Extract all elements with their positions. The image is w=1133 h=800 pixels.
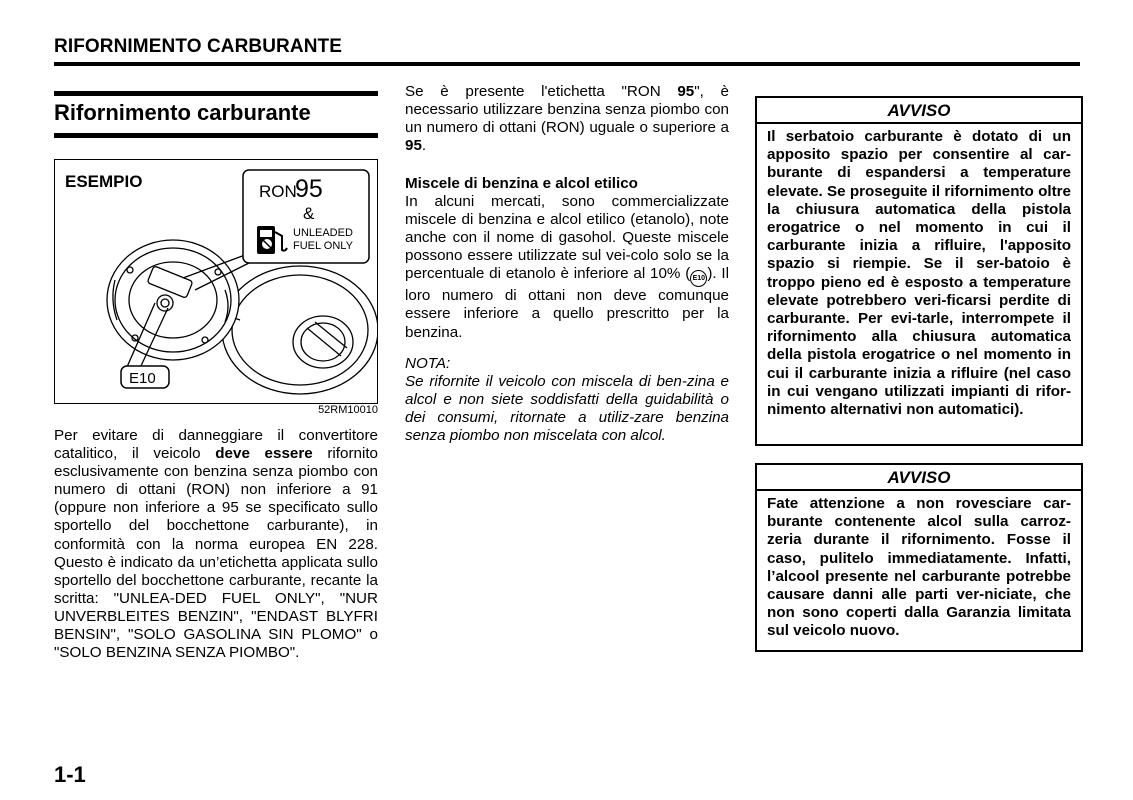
filler-body-icon — [107, 240, 239, 360]
ron-prefix: RON — [259, 182, 297, 201]
e10-label-text: E10 — [129, 370, 156, 387]
figure-code: 52RM10010 — [318, 404, 378, 416]
warning-body-2: Fate attenzione a non rovesciare car-burante contenente alcol sulla carroz-zeria durante il rifornimento. Fosse il caso, pulitelo immediatamente. Infatti, l’alcool presente nel carburante potrebbe causare danni alle parti ver-niciate, che non sono coperti dalla Garanzia limitata sul veicolo nuovo. — [767, 495, 1071, 640]
header-title: RIFORNIMENTO CARBURANTE — [54, 36, 342, 57]
ron-value: 95 — [295, 175, 323, 203]
warning-box-2 — [755, 463, 1083, 652]
warning-box-1 — [755, 96, 1083, 446]
unleaded-line2: FUEL ONLY — [293, 240, 353, 252]
nota-label: NOTA: — [405, 355, 451, 372]
ethanol-paragraph: In alcuni mercati, sono commercializzate miscele di benzina e alcol etilico (etanolo), note anche con il nome di gasohol. Queste miscele possono essere utilizzate sul vei-colo solo se la percentuale di etanolo è inferiore al 10% ( E10 ). Il loro numero di ottani non deve comunque essere inferiore a quello prescritto per la benzina. — [405, 193, 729, 341]
page-number: 1-1 — [54, 762, 86, 787]
warning-title-1: AVVISO — [757, 98, 1081, 124]
unleaded-line1: UNLEADED — [293, 227, 353, 239]
example-figure — [54, 159, 378, 404]
nota-paragraph: Se rifornite il veicolo con miscela di ben-zina e alcol e non siete soddisfatti della guidabilità o dei consumi, ritornate a utiliz-zare benzina senza piombo non miscelata con alcol. — [405, 373, 729, 445]
ampersand: & — [303, 204, 315, 223]
section-title: Rifornimento carburante — [54, 100, 311, 125]
figure-label: ESEMPIO — [65, 172, 143, 191]
ron95-paragraph: Se è presente l'etichetta "RON 95", è necessario utilizzare benzina senza piombo con un numero di ottani (RON) uguale o superiore a 95. — [405, 83, 729, 155]
warning-body-1: Il serbatoio carburante è dotato di un apposito spazio per consentire al car-burante di espandersi a temperature elevate. Se proseguite il rifornimento oltre la chiusura automatica della pistola erogatrice o nel momento in cui il carburante inizia a rifluire, l'apposito spazio si riempie. Se il ser-batoio è troppo pieno ed è esposto a temperature elevate potrebbero veri-ficarsi perdite di carburante. Per evi-tarle, interrompete il rifornimento alla chiusura automatica della pistola erogatrice o nel momento in cui il carburante inizia a rifluire (nel caso in cui vengano utilizzati impianti di rifor-nimento alternativi non automatici). — [767, 128, 1071, 419]
section-rule-bottom — [54, 133, 378, 138]
header-rule — [54, 62, 1080, 66]
section-rule-top — [54, 91, 378, 96]
warning-title-2: AVVISO — [757, 465, 1081, 491]
fuel-door-illustration — [55, 160, 377, 403]
ethanol-subheading: Miscele di benzina e alcol etilico — [405, 175, 638, 192]
e10-inline-icon: E10 — [690, 270, 707, 287]
left-paragraph: Per evitare di danneggiare il convertitore catalitico, il veicolo deve essere rifornito esclusivamente con benzina senza piombo con numero di ottani (RON) non inferiore a 91 (oppure non inferiore a 95 se specificato sullo sportello del bocchettone carburante), in conformità con la norma europea EN 228. Questo è indicato da un’etichetta applicata sullo sportello del bocchettone carburante, recante la scritta: "UNLEA-DED FUEL ONLY", "NUR UNVERBLEITES BENZIN", "ENDAST BLYFRI BENSIN", "SOLO GASOLINA SIN PLOMO" o "SOLO BENZINA SENZA PIOMBO". — [54, 427, 378, 662]
